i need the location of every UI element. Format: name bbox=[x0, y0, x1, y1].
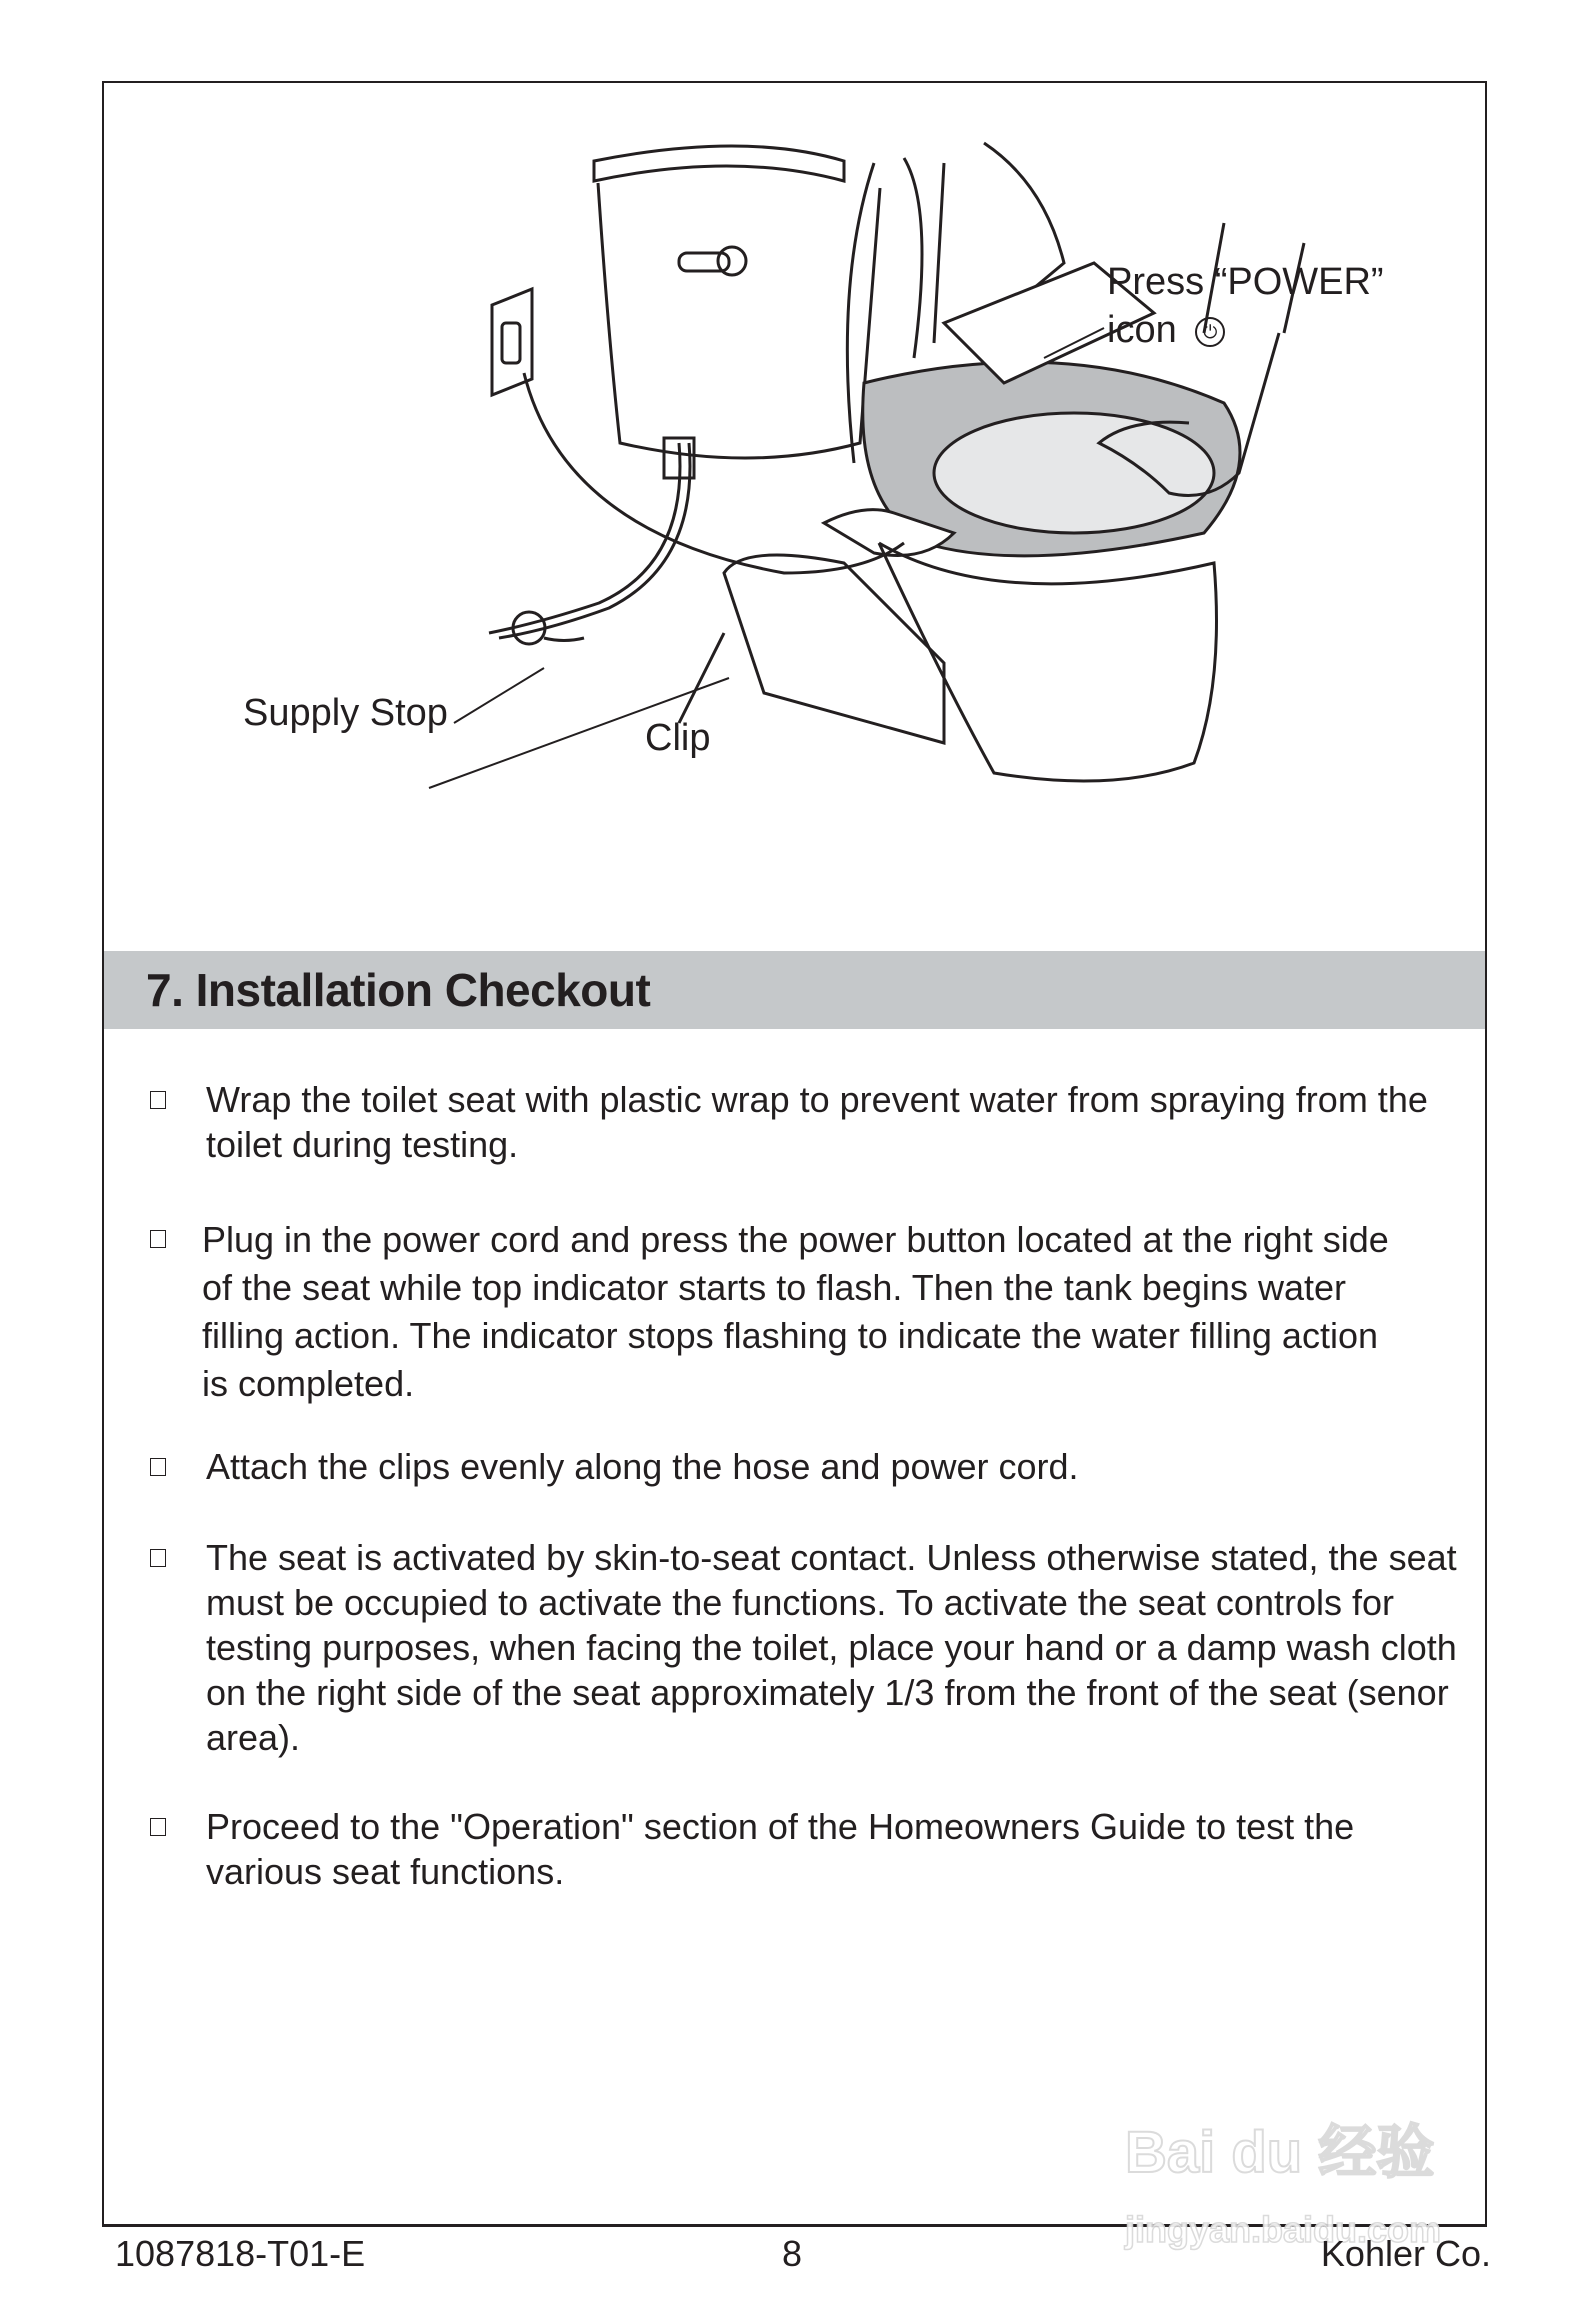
section-title: 7. Installation Checkout bbox=[146, 964, 651, 1016]
supply-stop-label: Supply Stop bbox=[243, 692, 448, 734]
watermark-url: jingyan.baidu.com bbox=[1125, 2209, 1442, 2250]
baidu-watermark bbox=[1125, 2065, 1485, 2250]
checklist-item bbox=[150, 1077, 1440, 1167]
toilet-installation-illustration bbox=[104, 83, 1485, 949]
toilet-bowl bbox=[724, 543, 1217, 781]
checkbox-icon[interactable] bbox=[150, 1230, 166, 1248]
checkbox-icon[interactable] bbox=[150, 1549, 166, 1567]
checklist-text: Attach the clips evenly along the hose and power cord. bbox=[206, 1446, 1079, 1487]
watermark-brand: Bai du 经验 bbox=[1125, 2120, 1435, 2185]
checklist-item bbox=[150, 1216, 1410, 1408]
footer-page-number: 8 bbox=[782, 2233, 803, 2274]
clip-label: Clip bbox=[645, 717, 711, 759]
supply-hose bbox=[489, 373, 904, 644]
section-header bbox=[104, 951, 1485, 1029]
leader-clip bbox=[679, 633, 724, 723]
power-icon: ⏻ bbox=[1195, 317, 1225, 347]
checkbox-icon[interactable] bbox=[150, 1458, 166, 1476]
footer-doc-number: 1087818-T01-E bbox=[115, 2233, 366, 2274]
leader-supply-stop bbox=[454, 668, 544, 723]
footer-company: Kohler Co. bbox=[1320, 2233, 1491, 2274]
checkbox-icon[interactable] bbox=[150, 1091, 166, 1109]
checkbox-icon[interactable] bbox=[150, 1818, 166, 1836]
icon-text: icon bbox=[1107, 309, 1177, 351]
checklist-text: Plug in the power cord and press the power button located at the right side of the seat while top indicator starts to flash. Then the tank begins water filling action. The indicator stops flashing to indicate the water filling action is completed. bbox=[202, 1219, 1389, 1404]
checklist-item bbox=[150, 1804, 1450, 1894]
checklist-item bbox=[150, 1444, 1450, 1489]
toilet-tank bbox=[594, 146, 880, 458]
checklist-text: The seat is activated by skin-to-seat contact. Unless otherwise stated, the seat must be occupied to activate the functions. To activate the seat controls for testing purposes, when facing the toilet, place your hand or a damp wash cloth on the right side of the seat approximately 1/3 from the front of the seat (senor area). bbox=[206, 1537, 1457, 1758]
checklist-item bbox=[150, 1535, 1460, 1760]
checklist-text: Wrap the toilet seat with plastic wrap to prevent water from spraying from the toilet during testing. bbox=[206, 1079, 1428, 1165]
press-power-label bbox=[1107, 258, 1384, 354]
checklist-text: Proceed to the "Operation" section of the Homeowners Guide to test the various seat functions. bbox=[206, 1806, 1355, 1892]
press-power-text: Press “POWER” bbox=[1107, 261, 1384, 303]
